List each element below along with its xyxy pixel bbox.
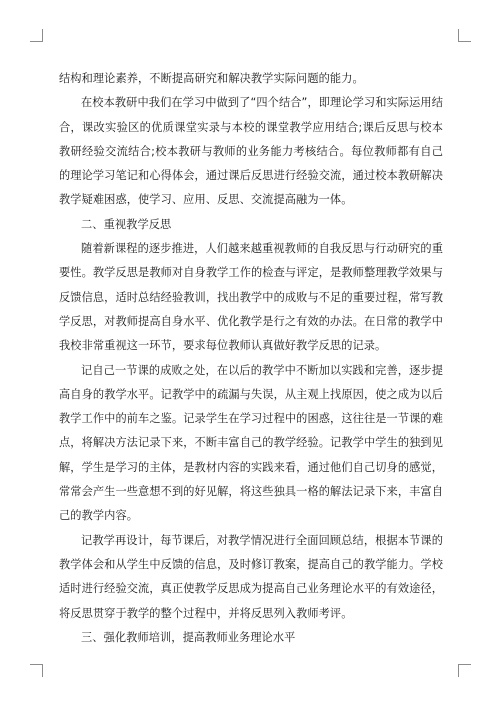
paragraph-four-combinations: 在校本教研中我们在学习中做到了“四个结合”，即理论学习和实际运用结合，课改实验区的优质课堂实录与本校的课堂教学应用结合;课后反思与校本教研经验交流结合;校本教研与教师的业务能力考核结合。每位教师都有自己的理论学习笔记和心得体会，通过课后反思进行经验交流，通过校本教研解决教学疑难困惑，使学习、应用、反思、交流提高融为一体。 — [59, 96, 443, 207]
crop-mark-bottom-left — [30, 664, 43, 677]
crop-mark-bottom-right — [458, 664, 471, 677]
crop-mark-top-left — [30, 29, 43, 42]
section-heading-reflection: 二、重视教学反思 — [81, 217, 172, 231]
paragraph-continuation: 结构和理论素养，不断提高研究和解决教学实际问题的能力。 — [59, 72, 364, 85]
paragraph-teaching-reflection: 随着新课程的逐步推进，人们越来越重视教师的自我反思与行动研究的重要性。教学反思是教师对自身教学工作的检查与评定，是教师整理教学效果与反馈信息，适时总结经验教训，找出教学中的成败与不足的重要过程，常写教学反思，对教师提高自身水平、优化教学是行之有效的办法。在日常的教学中我校非常重视这一环节，要求每位教师认真做好教学反思的记录。 — [59, 242, 443, 353]
document-body — [59, 67, 443, 650]
paragraph-record-success: 记自己一节课的成败之处，在以后的教学中不断加以实践和完善，逐步提高自身的教学水平。记教学中的疏漏与失误，从主观上找原因，使之成为以后教学工作中的前车之鉴。记录学生在学习过程中的困惑，这往往是一节课的难点，将解决方法记录下来，不断丰富自己的教学经验。记教学中学生的独到见解，学生是学习的主体，是教材内容的实践来看，通过他们自己切身的感觉，常常会产生一些意想不到的好见解，将这些独具一格的解法记录下来，丰富自己的教学内容。 — [59, 363, 443, 523]
crop-mark-top-right — [458, 29, 471, 42]
section-heading-training: 三、强化教师培训，提高教师业务理论水平 — [81, 630, 296, 644]
paragraph-redesign: 记教学再设计，每节课后，对教学情况进行全面回顾总结，根据本节课的教学体会和从学生中反馈的信息，及时修订教案，提高自己的教学能力。学校适时进行经验交流，真正使教学反思成为提高自己业务理论水平的有效途径，将反思贯穿于教学的整个过程中，并将反思列入教师考评。 — [59, 533, 443, 620]
